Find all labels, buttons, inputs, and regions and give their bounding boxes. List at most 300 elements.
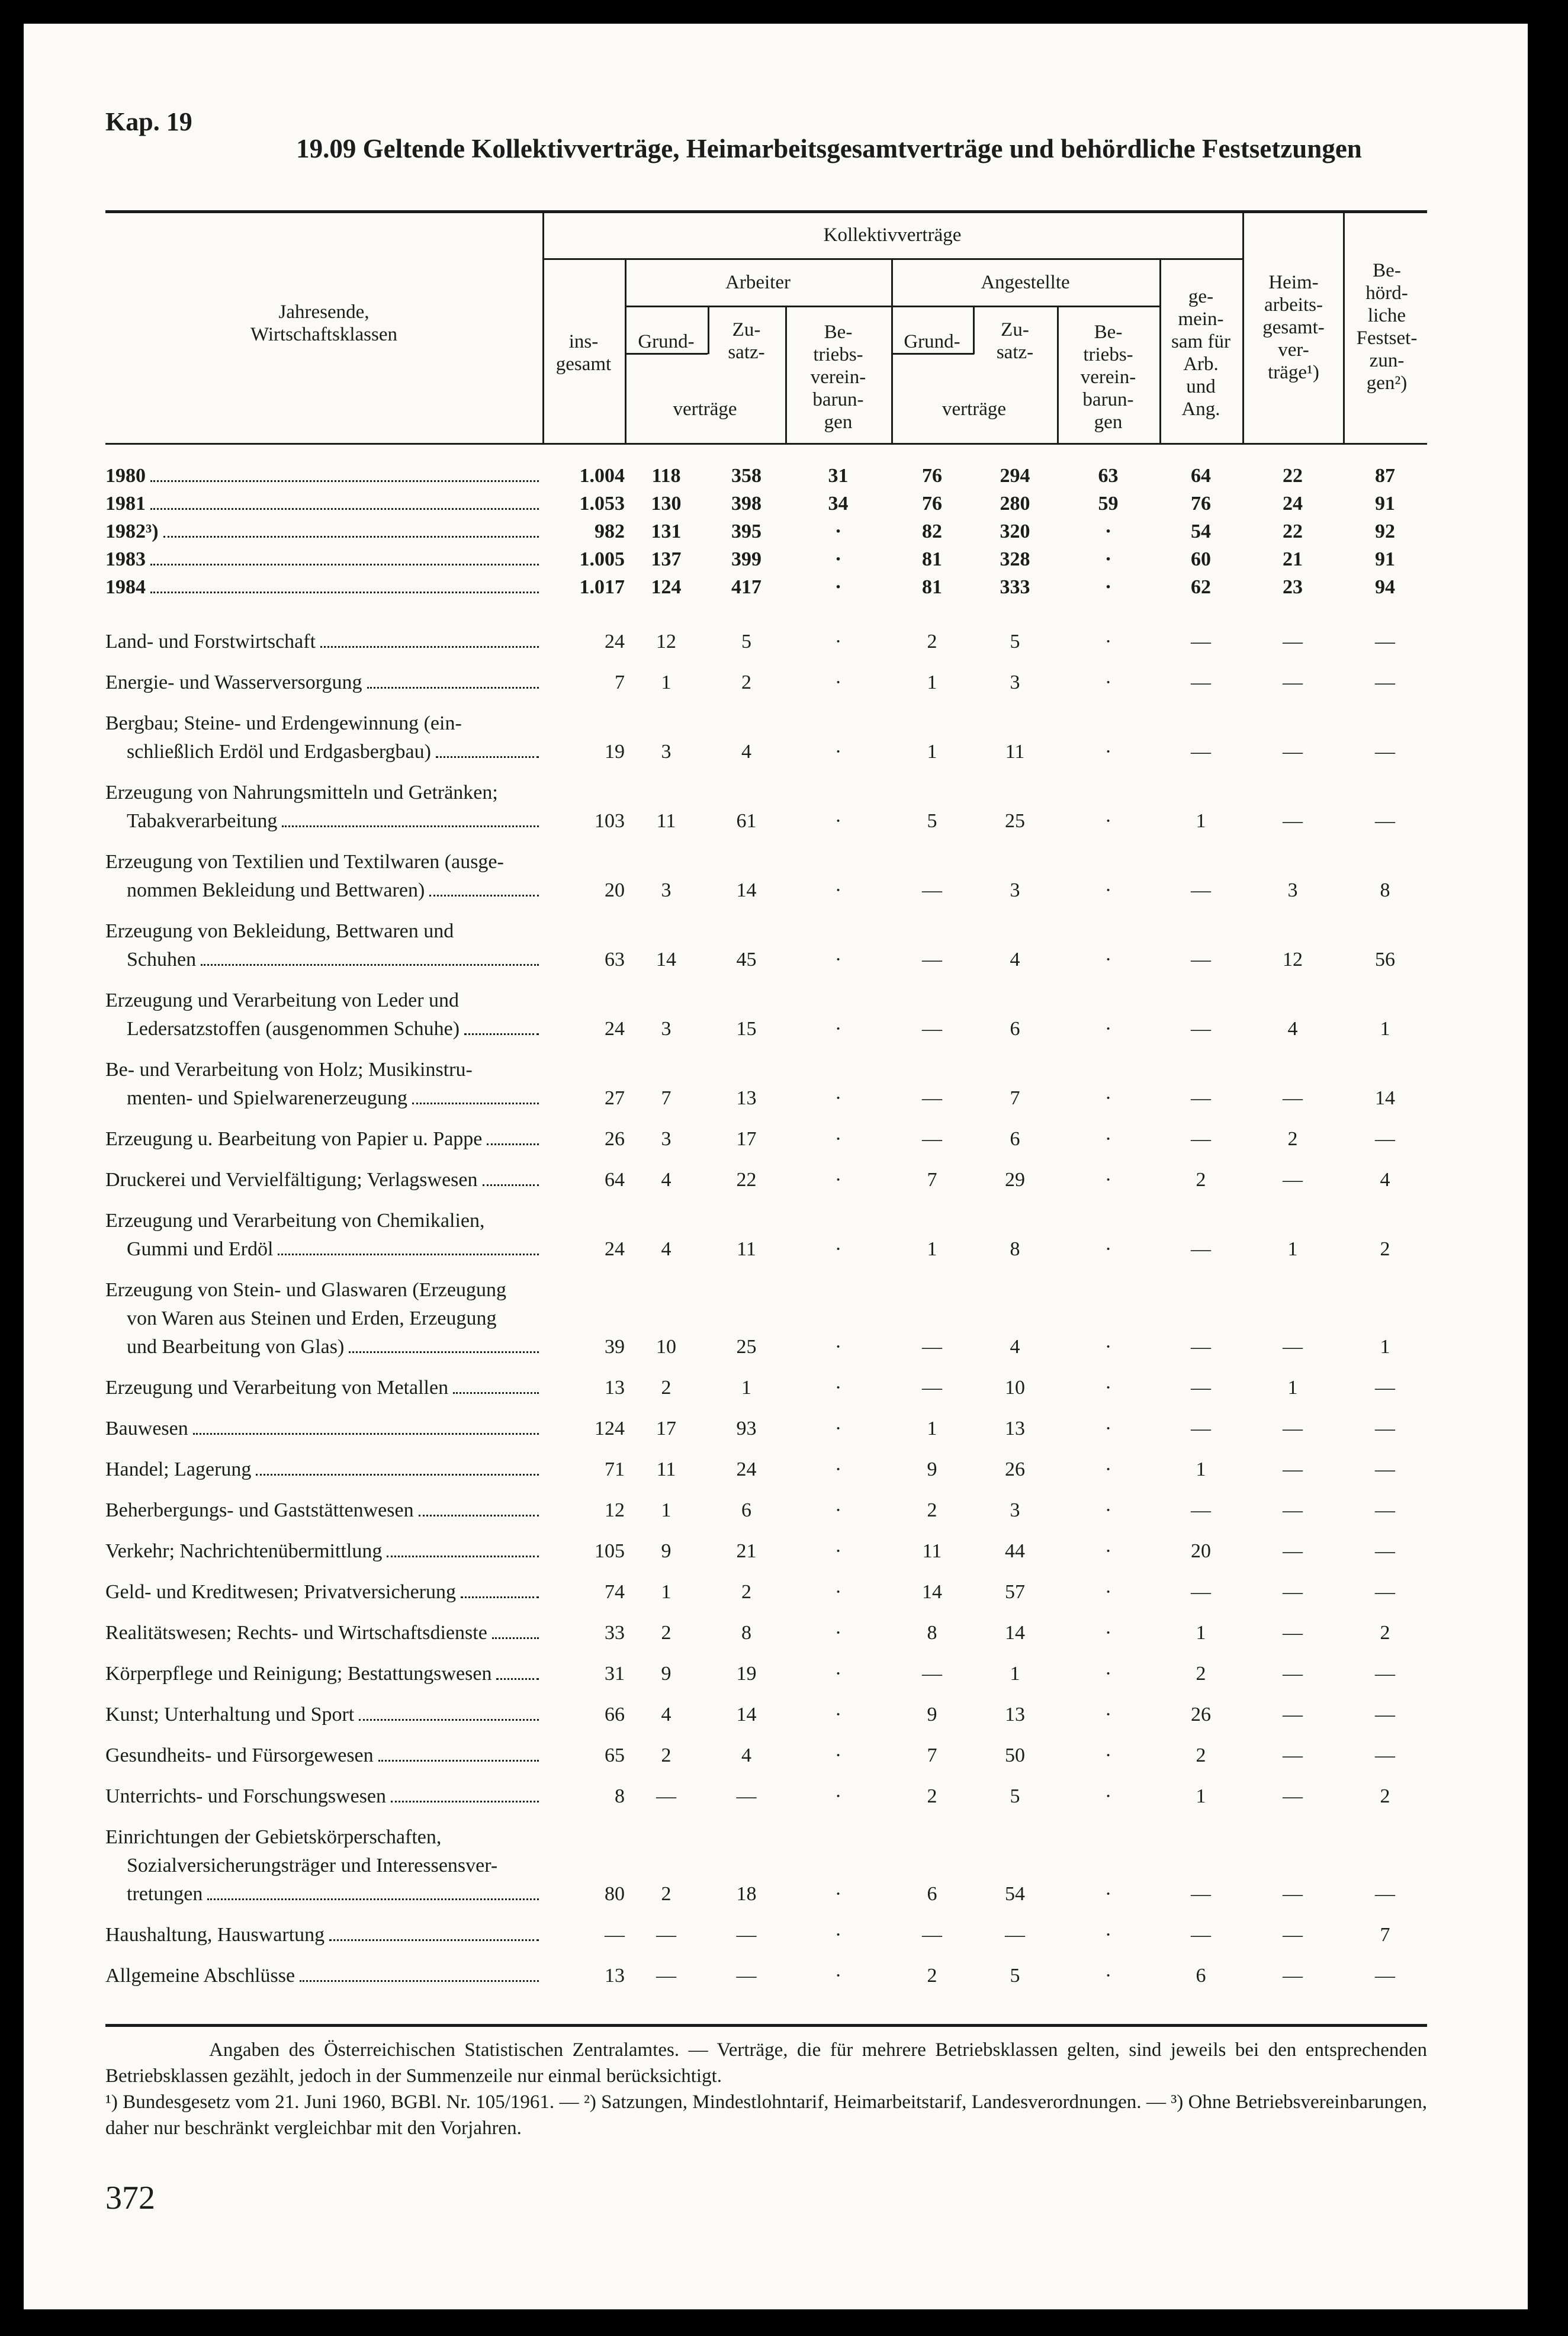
cell-value: 5 [1010, 1785, 1020, 1807]
cell-value: — [1283, 1744, 1303, 1766]
year-row [105, 490, 1427, 518]
dot-leader [387, 1556, 539, 1557]
row-label-text: Schuhen [127, 949, 197, 971]
cell-value: · [1104, 1128, 1112, 1150]
cell-value: — [1191, 879, 1211, 901]
cell-value: 5 [741, 631, 751, 653]
cell-value: 91 [1375, 493, 1395, 515]
cell-value: 7 [615, 671, 625, 693]
cell-value: 3 [661, 1018, 671, 1040]
cell-value: 118 [651, 465, 681, 487]
cell-value: · [1104, 1704, 1112, 1726]
cell-value: 1.053 [579, 493, 625, 515]
cell-value: · [1104, 1087, 1112, 1109]
cell-value: 1 [1010, 1663, 1020, 1685]
cell-value: 39 [605, 1336, 625, 1358]
dot-leader [256, 1474, 539, 1476]
cell-value: 11 [656, 1458, 676, 1480]
row-label-text: Erzeugung und Verarbeitung von Metallen [105, 1377, 449, 1399]
cell-value: — [1283, 631, 1303, 653]
cell-value: 23 [1283, 576, 1303, 598]
cell-value: 25 [1005, 810, 1025, 832]
cell-value: 5 [1010, 631, 1020, 653]
cell-value: 14 [1375, 1087, 1395, 1109]
cell-value: 2 [927, 631, 937, 653]
cell-value: 63 [605, 949, 625, 971]
cell-value: — [1191, 1883, 1211, 1905]
branch-row [105, 1811, 1427, 1908]
cell-value: · [1104, 1924, 1112, 1946]
row-label-text: Verkehr; Nachrichtenübermittlung [105, 1540, 383, 1562]
cell-value: · [1104, 1663, 1112, 1685]
branch-row [105, 1770, 1427, 1811]
cell-value: 2 [661, 1883, 671, 1905]
cell-value: 328 [1000, 548, 1030, 570]
header-divider [625, 306, 1159, 307]
row-label [105, 1688, 542, 1729]
cell-value: 1 [1196, 1785, 1206, 1807]
cell-value: — [1283, 1336, 1303, 1358]
cell-value: 1 [661, 671, 671, 693]
row-label [105, 1043, 542, 1113]
cell-value: 81 [922, 576, 942, 598]
cell-value: — [1191, 1581, 1211, 1603]
cell-value: 71 [605, 1458, 625, 1480]
cell-value: 26 [1191, 1704, 1211, 1726]
cell-value: — [1283, 1663, 1303, 1685]
cell-value: 12 [1283, 949, 1303, 971]
cell-value: — [1283, 741, 1303, 763]
cell-value: · [834, 1663, 842, 1685]
cell-value: — [1375, 1883, 1395, 1905]
row-label [105, 518, 542, 545]
cell-value: · [1104, 631, 1112, 653]
cell-value: — [1375, 1965, 1395, 1987]
cell-value: 21 [1283, 548, 1303, 570]
row-label [105, 545, 542, 573]
header-divider [625, 353, 708, 355]
row-label [105, 1484, 542, 1525]
arbeiter-header: Arbeiter [725, 272, 791, 293]
arbeiter-grund-header: Grund- [638, 331, 695, 352]
cell-value: 11 [656, 810, 676, 832]
spacer-row [105, 601, 1427, 615]
cell-value: 22 [736, 1169, 757, 1191]
cell-value: 9 [927, 1704, 937, 1726]
cell-value: 13 [605, 1965, 625, 1987]
cell-value: 1 [741, 1377, 751, 1399]
cell-value: — [736, 1924, 757, 1946]
cell-value: — [1283, 1540, 1303, 1562]
cell-value: — [1283, 1418, 1303, 1439]
cell-value: 13 [1005, 1704, 1025, 1726]
cell-value: 14 [1005, 1622, 1025, 1644]
cell-value: — [1283, 1924, 1303, 1946]
cell-value: — [1005, 1924, 1025, 1946]
cell-value: · [834, 520, 842, 542]
angestellte-vertraege-header: verträge [942, 399, 1007, 420]
cell-value: 1 [927, 741, 937, 763]
cell-value: — [922, 949, 942, 971]
cell-value: 1 [1287, 1238, 1298, 1260]
dot-leader [320, 646, 539, 648]
cell-value: 1 [1196, 810, 1206, 832]
cell-value: — [1375, 810, 1395, 832]
branch-row [105, 1361, 1427, 1402]
branch-row [105, 1113, 1427, 1153]
cell-value: 4 [1010, 1336, 1020, 1358]
dot-leader [483, 1184, 539, 1186]
cell-value: 44 [1005, 1540, 1025, 1562]
branch-row [105, 1264, 1427, 1361]
cell-value: 76 [922, 465, 942, 487]
row-label-text: 1984 [105, 576, 146, 598]
dot-leader [359, 1719, 539, 1721]
cell-value: — [922, 1087, 942, 1109]
cell-value: 22 [1283, 465, 1303, 487]
dot-leader [150, 564, 539, 565]
cell-value: 2 [927, 1965, 937, 1987]
cell-value: 14 [922, 1581, 942, 1603]
row-label-text: Gummi und Erdöl [127, 1238, 274, 1260]
cell-value: 12 [656, 631, 676, 653]
cell-value: — [656, 1785, 676, 1807]
cell-value: · [834, 1169, 842, 1191]
cell-value: 4 [1287, 1018, 1298, 1040]
page-number: 372 [105, 2180, 155, 2216]
cell-value: · [1104, 741, 1112, 763]
cell-value: · [1104, 949, 1112, 971]
row-label-text: menten- und Spielwarenerzeugung [127, 1087, 407, 1109]
cell-value: — [922, 1924, 942, 1946]
cell-value: 14 [736, 879, 757, 901]
arbeiter-betriebsvereinbarungen-header: Be- triebs- verein- barun- gen [810, 322, 866, 433]
cell-value: · [1104, 879, 1112, 901]
row-label [105, 1443, 542, 1484]
row-label [105, 615, 542, 656]
cell-value: 11 [922, 1540, 942, 1562]
row-label-text: Körperpflege und Reinigung; Bestattungswesen [105, 1663, 492, 1685]
cell-value: 1 [1380, 1018, 1390, 1040]
branch-row [105, 1194, 1427, 1264]
cell-value: 6 [1010, 1128, 1020, 1150]
cell-value: — [1191, 949, 1211, 971]
cell-value: · [1104, 1458, 1112, 1480]
dot-leader [464, 1033, 539, 1035]
cell-value: 87 [1375, 465, 1395, 487]
row-label [105, 766, 542, 836]
header-top-rule [105, 210, 1427, 213]
row-label [105, 1729, 542, 1770]
branch-row [105, 1566, 1427, 1606]
cell-value: 358 [731, 465, 761, 487]
row-label [105, 1194, 542, 1264]
cell-value: 3 [1010, 671, 1020, 693]
cell-value: — [656, 1924, 676, 1946]
cell-value: — [1191, 1418, 1211, 1439]
dot-leader [412, 1103, 539, 1104]
cell-value: · [1104, 1336, 1112, 1358]
table-title: 19.09 Geltende Kollektivverträge, Heimarbeitsgesamtverträge und behördliche Festsetzungen [296, 134, 1362, 163]
row-label [105, 1153, 542, 1194]
row-label-text: Ledersatzstoffen (ausgenommen Schuhe) [127, 1018, 460, 1040]
header-divider [891, 353, 974, 355]
cell-value: · [1104, 810, 1112, 832]
branch-row [105, 1949, 1427, 1990]
cell-value: 3 [661, 741, 671, 763]
dot-leader [429, 895, 539, 897]
cell-value: 8 [615, 1785, 625, 1807]
cell-value: — [1283, 1785, 1303, 1807]
cell-value: 60 [1191, 548, 1211, 570]
cell-value: 8 [927, 1622, 937, 1644]
cell-value: · [834, 1540, 842, 1562]
row-label-text: Unterrichts- und Forschungswesen [105, 1785, 387, 1807]
dot-leader [282, 825, 539, 827]
cell-value: 24 [605, 1018, 625, 1040]
behoerdliche-festsetzungen-header: Be- hörd- liche Festset- zun- gen²) [1356, 260, 1418, 394]
branch-row [105, 905, 1427, 974]
cell-value: 45 [736, 949, 757, 971]
row-label-text: 1980 [105, 465, 146, 487]
footnote-notes: ¹) Bundesgesetz vom 21. Juni 1960, BGBl. Nr. 105/1961. — ²) Satzungen, Mindestlohntarif, Heimarbeitstarif, Landesverordnungen. — ³) Ohne Betriebsvereinbarungen, daher nur beschränkt vergleichbar mit den Vorjahren. [105, 2091, 1427, 2139]
cell-value: 65 [605, 1744, 625, 1766]
cell-value: 18 [736, 1883, 757, 1905]
cell-value: 63 [1098, 465, 1119, 487]
row-label-text: von Waren aus Steinen und Erden, Erzeugung [127, 1307, 497, 1329]
cell-value: — [1283, 1087, 1303, 1109]
cell-value: — [1375, 1704, 1395, 1726]
row-label [105, 1949, 542, 1990]
cell-value: — [1191, 1377, 1211, 1399]
cell-value: — [922, 1128, 942, 1150]
cell-value: — [656, 1965, 676, 1987]
cell-value: — [1375, 1540, 1395, 1562]
cell-value: 76 [1191, 493, 1211, 515]
cell-value: 11 [737, 1238, 756, 1260]
cell-value: 66 [605, 1704, 625, 1726]
cell-value: 398 [731, 493, 761, 515]
year-row [105, 573, 1427, 601]
cell-value: · [1104, 576, 1112, 598]
data-table [105, 462, 1427, 1990]
cell-value: 13 [736, 1087, 757, 1109]
cell-value: 395 [731, 520, 761, 542]
footnotes [105, 2037, 1427, 2141]
cell-value: — [1283, 1581, 1303, 1603]
cell-value: — [1191, 1924, 1211, 1946]
cell-value: 10 [656, 1336, 676, 1358]
cell-value: 130 [651, 493, 682, 515]
row-label-text: Erzeugung von Nahrungsmitteln und Getränken; [105, 782, 498, 804]
heimarbeitsgesamtvertraege-header: Heim- arbeits- gesamt- ver- träge¹) [1262, 272, 1325, 383]
branch-row [105, 1443, 1427, 1484]
row-label [105, 836, 542, 905]
arbeiter-vertraege-header: verträge [673, 399, 737, 420]
row-label-text: Haushaltung, Hauswartung [105, 1924, 325, 1946]
cell-value: 103 [595, 810, 625, 832]
row-label [105, 1606, 542, 1647]
cell-value: 3 [661, 1128, 671, 1150]
cell-value: — [1375, 1377, 1395, 1399]
row-label-text: tretungen [127, 1883, 203, 1905]
branch-row [105, 1525, 1427, 1566]
branch-row [105, 1688, 1427, 1729]
arbeiter-zusatz-header: Zu- satz- [728, 319, 765, 363]
row-label [105, 1402, 542, 1443]
cell-value: · [1104, 1622, 1112, 1644]
cell-value: 24 [605, 1238, 625, 1260]
cell-value: 1.005 [579, 548, 625, 570]
row-label-text: Einrichtungen der Gebietskörperschaften, [105, 1826, 442, 1848]
stub-header: Jahresende, Wirtschaftsklassen [250, 301, 397, 345]
cell-value: 7 [661, 1087, 671, 1109]
row-label-text: Bauwesen [105, 1418, 188, 1439]
branch-row [105, 697, 1427, 766]
cell-value: 7 [927, 1744, 937, 1766]
cell-value: 76 [922, 493, 942, 515]
row-label [105, 1525, 542, 1566]
cell-value: · [834, 1704, 842, 1726]
cell-value: 2 [1196, 1744, 1206, 1766]
row-label-text: Erzeugung und Verarbeitung von Leder und [105, 989, 460, 1011]
cell-value: 17 [736, 1128, 757, 1150]
cell-value: 80 [605, 1883, 625, 1905]
row-label-text: Land- und Forstwirtschaft [105, 631, 316, 653]
cell-value: 74 [605, 1581, 625, 1603]
cell-value: 11 [1005, 741, 1025, 763]
cell-value: 7 [1380, 1924, 1390, 1946]
cell-value: · [834, 1238, 842, 1260]
cell-value: 54 [1005, 1883, 1025, 1905]
cell-value: 9 [661, 1540, 671, 1562]
row-label-text: Allgemeine Abschlüsse [105, 1965, 295, 1987]
cell-value: — [1375, 1418, 1395, 1439]
dot-leader [150, 480, 539, 482]
cell-value: — [1283, 1622, 1303, 1644]
row-label-text: Bergbau; Steine- und Erdengewinnung (ein- [105, 712, 462, 734]
cell-value: 2 [1196, 1169, 1206, 1191]
cell-value: 22 [1283, 520, 1303, 542]
cell-value: 1 [661, 1499, 671, 1521]
dot-leader [461, 1596, 539, 1598]
cell-value: 33 [605, 1622, 625, 1644]
cell-value: — [1283, 671, 1303, 693]
cell-value: 20 [1191, 1540, 1211, 1562]
cell-value: — [1191, 1128, 1211, 1150]
header-divider [542, 258, 1244, 260]
dot-leader [329, 1939, 539, 1941]
cell-value: 1 [1380, 1336, 1390, 1358]
cell-value: 2 [1380, 1622, 1390, 1644]
cell-value: 19 [736, 1663, 757, 1685]
branch-row [105, 974, 1427, 1043]
cell-value: 399 [731, 548, 761, 570]
cell-value: — [922, 1377, 942, 1399]
cell-value: 124 [651, 576, 682, 598]
cell-value: 2 [1380, 1238, 1390, 1260]
dot-leader [278, 1254, 539, 1255]
row-label [105, 1264, 542, 1361]
row-label-text: Erzeugung von Stein- und Glaswaren (Erzeugung [105, 1279, 506, 1301]
cell-value: 21 [736, 1540, 757, 1562]
cell-value: 24 [605, 631, 625, 653]
row-label [105, 656, 542, 697]
cell-value: 124 [595, 1418, 625, 1439]
cell-value: 417 [731, 576, 761, 598]
cell-value: · [834, 1785, 842, 1807]
dot-leader [163, 536, 539, 538]
row-label-text: 1983 [105, 548, 146, 570]
dot-leader [150, 592, 539, 593]
cell-value: · [834, 1087, 842, 1109]
cell-value: — [922, 1663, 942, 1685]
cell-value: 8 [1380, 879, 1390, 901]
cell-value: 1 [1196, 1622, 1206, 1644]
row-label-text: Sozialversicherungsträger und Interessensver- [127, 1855, 498, 1876]
row-label [105, 1770, 542, 1811]
cell-value: · [1104, 1169, 1112, 1191]
row-label-text: Kunst; Unterhaltung und Sport [105, 1704, 355, 1726]
branch-row [105, 656, 1427, 697]
angestellte-header: Angestellte [981, 272, 1070, 293]
header-divider [542, 213, 544, 444]
branch-row [105, 1606, 1427, 1647]
row-label [105, 490, 542, 518]
cell-value: 6 [741, 1499, 751, 1521]
cell-value: · [1104, 1018, 1112, 1040]
dot-leader [300, 1980, 539, 1982]
cell-value: · [834, 1128, 842, 1150]
page [24, 24, 1528, 2309]
dot-leader [487, 1143, 539, 1145]
cell-value: 1 [927, 671, 937, 693]
cell-value: — [1191, 1499, 1211, 1521]
cell-value: 4 [661, 1704, 671, 1726]
cell-value: 57 [1005, 1581, 1025, 1603]
row-label-text: Be- und Verarbeitung von Holz; Musikinstru- [105, 1059, 473, 1081]
dot-leader [378, 1760, 539, 1762]
dot-leader [453, 1392, 539, 1394]
row-label [105, 1361, 542, 1402]
cell-value: — [1283, 1169, 1303, 1191]
cell-value: · [1104, 1744, 1112, 1766]
row-label [105, 1566, 542, 1606]
cell-value: 64 [605, 1169, 625, 1191]
branch-row [105, 836, 1427, 905]
cell-value: · [1104, 1965, 1112, 1987]
dot-leader [349, 1351, 539, 1353]
cell-value: 9 [661, 1663, 671, 1685]
row-label-text: Tabakverarbeitung [127, 810, 278, 832]
cell-value: — [922, 1018, 942, 1040]
row-label-text: nommen Bekleidung und Bettwaren) [127, 879, 425, 901]
cell-value: — [1375, 1128, 1395, 1150]
cell-value: — [922, 879, 942, 901]
cell-value: 8 [1010, 1238, 1020, 1260]
cell-value: — [1283, 1883, 1303, 1905]
cell-value: 17 [656, 1418, 676, 1439]
row-label-text: Druckerei und Vervielfältigung; Verlagswesen [105, 1169, 478, 1191]
cell-value: — [736, 1785, 757, 1807]
cell-value: 26 [605, 1128, 625, 1150]
angestellte-grund-header: Grund- [904, 331, 960, 352]
row-label-text: Handel; Lagerung [105, 1458, 252, 1480]
cell-value: 93 [736, 1418, 757, 1439]
row-label [105, 974, 542, 1043]
cell-value: — [1283, 1965, 1303, 1987]
row-label-text: 1981 [105, 493, 146, 515]
